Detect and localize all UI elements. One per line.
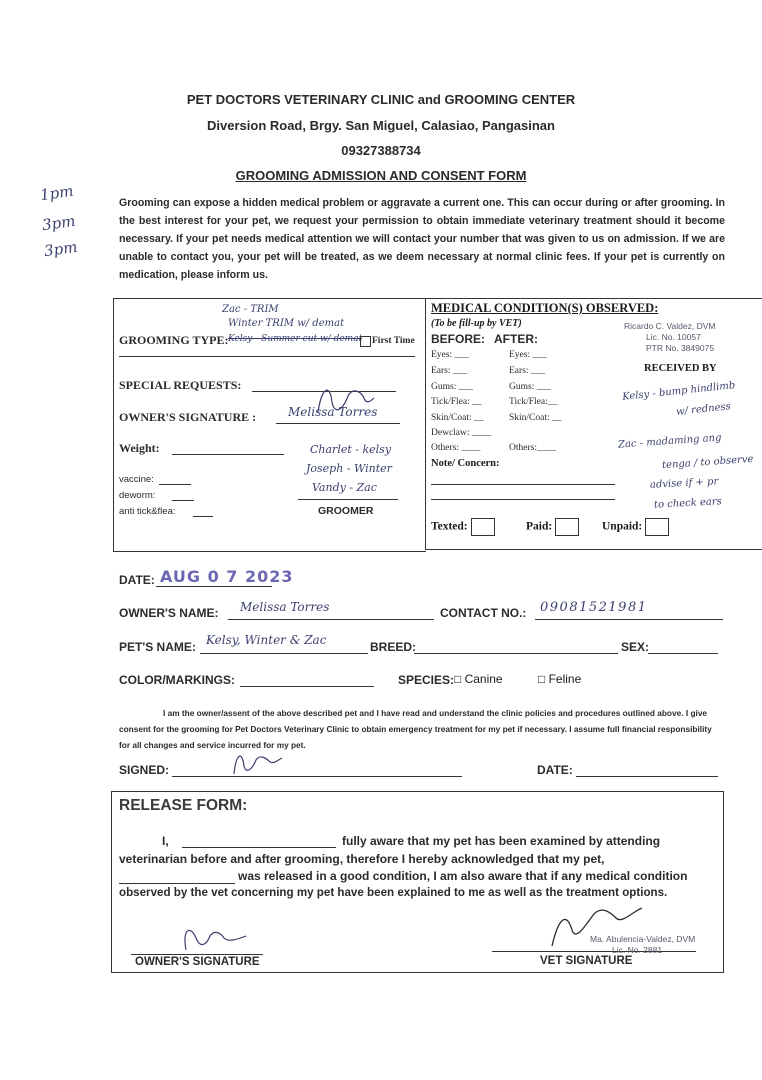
clinic-address: Diversion Road, Brgy. San Miguel, Calasiao, Pangasinan: [207, 118, 555, 133]
grooming-hand-line1: Zac - TRIM: [222, 304, 279, 315]
groomer-line: [298, 499, 398, 500]
release-owner-signature-scribble: [176, 922, 256, 954]
signed-line[interactable]: [172, 776, 462, 777]
breed-label: BREED:: [370, 640, 417, 654]
contact-label: CONTACT NO.:: [440, 606, 527, 620]
date-stamp: AUG 0 7 2023: [160, 567, 294, 586]
release-text-2: veterinarian before and after grooming, therefore I hereby acknowledged that my pet,: [119, 852, 605, 866]
after-row-others: Others:____: [509, 443, 556, 453]
texted-label: Texted:: [431, 520, 468, 533]
clinic-name: PET DOCTORS VETERINARY CLINIC and GROOMING CENTER: [186, 92, 576, 107]
release-vet-stamp-lic: Lic. No. 2881: [612, 945, 663, 955]
deworm-label: deworm:: [119, 490, 156, 501]
clinic-phone: 09327388734: [341, 143, 421, 158]
release-text-4: observed by the vet concerning my pet have been explained to me as well as the treatment options.: [119, 886, 668, 899]
pet-name-line[interactable]: [200, 653, 368, 654]
release-owner-sig-line[interactable]: [131, 954, 263, 955]
owner-signature-label: OWNER'S SIGNATURE :: [119, 410, 257, 424]
after-row-eyes: Eyes: ___: [509, 350, 547, 360]
before-row-tick: Tick/Flea: __: [431, 397, 482, 407]
form-title: GROOMING ADMISSION AND CONSENT FORM: [235, 168, 527, 183]
vet-note-1: Kelsy - bump hindlimb: [621, 380, 736, 403]
owner-signature-scribble: [308, 382, 378, 418]
date-label: DATE:: [119, 573, 155, 587]
medical-subtitle: (To be fill-up by VET): [431, 318, 522, 329]
release-vet-sig-label: VET SIGNATURE: [540, 955, 633, 967]
consent-signature-scribble: [226, 748, 286, 778]
grooming-hand-line3: Kelsy - Summer cut w/ demat: [228, 334, 363, 344]
canine-option[interactable]: □ Canine: [454, 672, 503, 686]
weight-label: Weight:: [119, 441, 160, 455]
texted-row: [431, 518, 495, 536]
color-line[interactable]: [240, 686, 374, 687]
owner-name-label: OWNER'S NAME:: [119, 606, 219, 620]
grooming-hand-line2: Winter TRIM w/ demat: [228, 318, 345, 329]
before-label: BEFORE:: [431, 332, 485, 346]
before-row-gums: Gums: ___: [431, 382, 473, 392]
paid-row: [526, 518, 579, 536]
vet-note-6: to check ears: [653, 496, 723, 511]
first-time-label: First Time: [372, 336, 415, 346]
note-line-2[interactable]: [431, 499, 615, 500]
grooming-type-label: GROOMING TYPE:: [119, 333, 229, 347]
color-label: COLOR/MARKINGS:: [119, 673, 235, 687]
sex-line[interactable]: [648, 653, 718, 654]
note-concern-label: Note/ Concern:: [431, 458, 500, 469]
before-row-dewclaw: Dewclaw: ____: [431, 428, 491, 438]
after-row-tick: Tick/Flea:__: [509, 397, 558, 407]
vaccine-label: vaccine:: [119, 474, 154, 485]
consent-date-line[interactable]: [576, 776, 718, 777]
release-title: RELEASE FORM:: [119, 797, 248, 814]
vet-note-3: Zac - madaming ang: [617, 432, 722, 451]
release-vet-stamp-name: Ma. Abulencia-Valdez, DVM: [590, 934, 696, 944]
vet-stamp-ptr: PTR No. 3849075: [646, 343, 715, 353]
unpaid-checkbox[interactable]: [645, 518, 669, 536]
owner-signature-line[interactable]: [276, 423, 400, 424]
consent-date-label: DATE:: [537, 763, 573, 777]
release-pet-line[interactable]: [119, 883, 235, 884]
owner-name-line[interactable]: [228, 619, 434, 620]
paid-checkbox[interactable]: [555, 518, 579, 536]
vet-note-4: tenga / to observe: [661, 453, 754, 472]
weight-line[interactable]: [172, 454, 284, 455]
breed-line[interactable]: [414, 653, 618, 654]
species-label: SPECIES:: [398, 673, 455, 687]
antitick-line[interactable]: [193, 516, 213, 517]
grooming-type-line: [119, 356, 415, 357]
vet-stamp-name: Ricardo C. Valdez, DVM: [624, 321, 716, 331]
after-row-gums: Gums: ___: [509, 382, 551, 392]
margin-note-1: 1pm: [38, 181, 75, 205]
before-row-ears: Ears: ___: [431, 366, 468, 376]
release-text-3: was released in a good condition, I am also aware that if any medical condition: [238, 869, 688, 883]
unpaid-label: Unpaid:: [602, 520, 643, 533]
texted-checkbox[interactable]: [471, 518, 495, 536]
release-name-line[interactable]: [182, 847, 336, 848]
contact-value: 09081521981: [540, 600, 648, 615]
margin-note-3: 3pm: [42, 237, 79, 261]
owner-signature-value: Melissa Torres: [288, 405, 378, 419]
groomer-label: GROOMER: [318, 505, 374, 517]
vet-note-5: advise if + pr: [649, 476, 719, 491]
sex-label: SEX:: [621, 640, 650, 654]
received-by-label: RECEIVED BY: [644, 363, 717, 374]
intro-paragraph: Grooming can expose a hidden medical problem or aggravate a current one. This can occur during or after grooming. In the best interest for your pet, we request your permission to obtain immediate veterinary treatment should it become necessary. If your pet needs medical attention we will contact your number that was given to us on admission. If we are unable to contact you, your pet will be treated, as we deem necessary at normal clinic fees. If your pet is currently on medication, please inform us.: [119, 197, 725, 281]
pet-name-value: Kelsy, Winter & Zac: [206, 633, 327, 647]
owner-name-value: Melissa Torres: [240, 600, 330, 614]
before-row-others: Others: ____: [431, 443, 481, 453]
medical-title: MEDICAL CONDITION(S) OBSERVED:: [431, 301, 659, 315]
before-row-eyes: Eyes: ___: [431, 350, 469, 360]
after-row-skin: Skin/Coat: __: [509, 413, 562, 423]
groomer-3: Vandy - Zac: [312, 481, 377, 494]
paid-label: Paid:: [526, 520, 553, 533]
pet-name-label: PET'S NAME:: [119, 640, 196, 654]
consent-paragraph: I am the owner/assent of the above described pet and I have read and understand the clinic policies and procedures outlined above. I give consent for the grooming for Pet Doctors Veterinary Clinic to obtain emergency treatment for my pet if necessary. I assume full financial responsibility for all changes and service incurred for my pet.: [119, 708, 712, 750]
signed-label: SIGNED:: [119, 763, 170, 777]
note-line-1[interactable]: [431, 484, 615, 485]
before-row-skin: Skin/Coat: __: [431, 413, 484, 423]
deworm-line[interactable]: [172, 500, 194, 501]
first-time-checkbox[interactable]: [360, 336, 371, 347]
release-text-1: fully aware that my pet has been examined by attending: [342, 834, 661, 848]
vet-stamp-lic: Lic. No. 10057: [646, 332, 701, 342]
margin-note-2: 3pm: [40, 211, 77, 235]
groomer-2: Joseph - Winter: [306, 462, 392, 475]
vet-note-2: w/ redness: [675, 401, 732, 418]
special-requests-label: SPECIAL REQUESTS:: [119, 378, 242, 392]
after-label: AFTER:: [494, 332, 538, 346]
after-row-ears: Ears: ___: [509, 366, 546, 376]
date-line[interactable]: [156, 586, 272, 587]
contact-line[interactable]: [535, 619, 723, 620]
vaccine-line[interactable]: [159, 484, 191, 485]
feline-option[interactable]: □ Feline: [538, 672, 582, 686]
antitick-label: anti tick&flea:: [119, 506, 176, 517]
release-owner-sig-label: OWNER'S SIGNATURE: [135, 956, 260, 968]
release-i: I,: [162, 834, 169, 848]
unpaid-row: [602, 518, 669, 536]
groomer-1: Charlet - kelsy: [310, 443, 392, 456]
